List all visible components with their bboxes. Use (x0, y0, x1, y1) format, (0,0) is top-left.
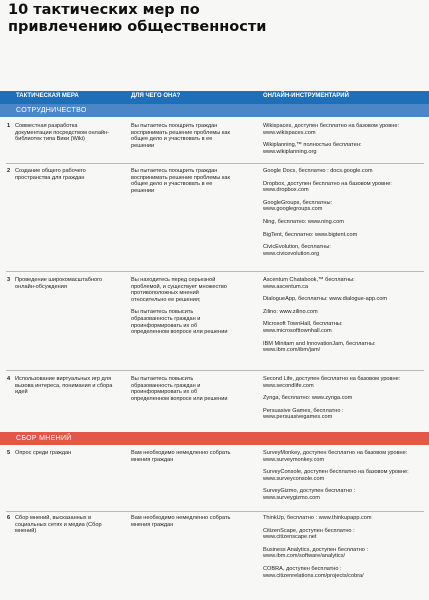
tool-name: Persuasive Games, бесплатно : (263, 407, 344, 414)
tool-link[interactable]: www.microsofttownhall.com (263, 327, 332, 334)
tool-name: Wikiplanning,™ полностью бесплатен: (263, 142, 362, 149)
purpose-text: Вы пытаетесь поощрить граждан воспринимать решение проблемы как общее дело и участвовать в ее решении (131, 168, 230, 194)
tool-link[interactable]: www.citizenrelations.com/projects/cobra/ (263, 572, 364, 579)
page-title: 10 тактических мер по привлечению общественности (8, 2, 267, 35)
tool-name: Second Life, доступен бесплатно на базовом уровне: (263, 376, 401, 382)
tool-link[interactable]: www.googlegroups.com (263, 206, 323, 213)
section-title: СБОР МНЕНИЙ (16, 435, 72, 442)
tool-link[interactable]: www.wikispaces.com (263, 129, 316, 136)
tool-item (263, 142, 423, 155)
purpose-text: Вы находитесь перед серьезной проблемой, и существует множество противоположных мнений относительно ее решения; (131, 277, 227, 303)
tool-item (263, 219, 423, 226)
tool-item (263, 566, 423, 579)
tool-name: SurveyGizmo, доступен бесплатно : (263, 488, 356, 495)
tool-name: Wikispaces, доступен бесплатно на базовом уровне: (263, 123, 400, 129)
tool-name: SurveyMonkey, доступен бесплатно на базовом уровне: www.surveymonkey.com (263, 450, 408, 463)
purpose-text: Вы пытаетесь повысить образованность граждан и проинформировать их об определенном вопросе или решении (131, 376, 228, 402)
tool-link[interactable]: www.ibm.com/software/analytics/ (263, 553, 346, 560)
tool-item (263, 123, 423, 136)
tool-name: CivicEvolution, бесплатны: (263, 244, 331, 251)
tool-link[interactable]: www.dropbox.com (263, 187, 309, 194)
row-tools (263, 450, 423, 508)
tool-item (263, 341, 423, 354)
row-tools (263, 376, 423, 427)
tool-item (263, 200, 423, 213)
tool-link[interactable]: www.civicevolution.org (263, 250, 320, 257)
tool-name: Business Analytics, доступен бесплатно : (263, 546, 369, 553)
purpose-text: Вы пытаетесь повысить образованность граждан и проинформировать их об определенном вопросе или решении (131, 309, 228, 336)
tool-name: Dropbox, доступен бесплатно на базовом уровне: (263, 180, 392, 187)
row-tools (263, 515, 423, 585)
tool-name: COBRA, доступен бесплатно : (263, 565, 342, 572)
row-tools (263, 123, 423, 161)
row-number: 6 (7, 515, 11, 521)
row-measure: Сбор мнений, высказанных в социальных сетях и медиа (Сбор мнений) (15, 515, 102, 535)
purpose-text: Вам необходимо немедленно собрать мнения граждан (131, 450, 231, 463)
section-bar-cooperation (0, 104, 429, 117)
tool-item (263, 488, 423, 501)
tool-link[interactable]: www.ascentum.ca (263, 283, 309, 290)
tool-name: BigTent, бесплатно: www.bigtent.com (263, 231, 358, 238)
tool-name: CitizenScape, доступен бесплатно : (263, 527, 355, 534)
tool-item (263, 181, 423, 194)
row-purpose (131, 123, 233, 155)
tool-name: ThinkUp, бесплатно : www.thinkupapp.com (263, 515, 372, 521)
tool-name: DialogueApp, бесплатны: www.dialogue-app.com (263, 296, 388, 303)
row-purpose (131, 450, 233, 469)
purpose-text: Вы пытаетесь поощрить граждан воспринимать решение проблемы как общее дело и участвовать в ее решении (131, 123, 230, 149)
tool-link[interactable]: www.secondlife.com (263, 382, 314, 389)
tool-item (263, 277, 423, 290)
tool-item (263, 515, 423, 522)
tool-link[interactable]: www.ibm.com/ibm/jam/ (263, 347, 321, 354)
row-measure: Создание общего рабочего пространства для граждан (15, 168, 86, 181)
row-number: 5 (7, 450, 11, 456)
tool-link[interactable]: www.surveygizmo.com (263, 494, 320, 501)
tool-name: Microsoft TownHall, бесплатны: (263, 321, 343, 328)
tool-item (263, 168, 423, 175)
section-bar-opinions (0, 432, 429, 445)
row-tools (263, 168, 423, 263)
tool-item (263, 547, 423, 560)
tool-item (263, 469, 423, 482)
tool-link[interactable]: www.wikiplanning.org (263, 148, 317, 155)
row-divider (6, 271, 424, 272)
header-purpose: ДЛЯ ЧЕГО ОНА? (131, 93, 181, 99)
tool-link[interactable]: www.citizenscape.net (263, 534, 317, 541)
row-measure: Совместная разработка документации посредством онлайн-библиотек типа Вики (Wiki) (15, 123, 110, 143)
row-divider (6, 511, 424, 512)
tool-item (263, 296, 423, 303)
tool-item (263, 528, 423, 541)
row-number: 3 (7, 277, 11, 283)
tool-item (263, 395, 423, 402)
row-number: 2 (7, 168, 11, 174)
tool-name: GoogleGroups, бесплатны: (263, 199, 333, 206)
row-measure: Проведение широкомасштабного онлайн-обсуждения (15, 277, 103, 290)
row-purpose (131, 168, 233, 200)
tool-item (263, 450, 423, 463)
tool-item (263, 376, 423, 389)
tool-name: Zynga, бесплатно: www.zynga.com (263, 395, 353, 402)
tool-item (263, 309, 423, 316)
row-tools (263, 277, 423, 360)
tool-name: SurveyConsole, доступен бесплатно на базовом уровне: www.surveyconsole.com (263, 469, 409, 482)
tool-item (263, 321, 423, 334)
row-purpose (131, 376, 233, 408)
row-measure: Использование виртуальных игр для вызова интереса, понимания и сбора идей (15, 376, 113, 396)
row-purpose (131, 277, 233, 342)
row-divider (6, 163, 424, 164)
tool-name: Ning, бесплатно: www.ning.com (263, 218, 344, 225)
tool-name: Google Docs, бесплатно : docs.google.com (263, 168, 373, 174)
row-number: 1 (7, 123, 11, 129)
purpose-text: Вам необходимо немедленно собрать мнения граждан (131, 515, 231, 528)
tool-item (263, 232, 423, 239)
tool-link[interactable]: www.persuasivegames.com (263, 414, 333, 421)
tool-name: Ascentum Chatabook,™ бесплатны: (263, 277, 355, 283)
row-divider (6, 370, 424, 371)
tool-name: IBM Minitam and InnovationJam, бесплатны: (263, 340, 376, 347)
tool-name: Zilino: www.zilino.com (263, 308, 318, 315)
row-number: 4 (7, 376, 11, 382)
row-measure: Опрос среди граждан (15, 450, 72, 456)
tool-item (263, 244, 423, 257)
section-title: СОТРУДНИЧЕСТВО (16, 107, 87, 114)
tool-item (263, 408, 423, 421)
header-tools: ОНЛАЙН-ИНСТРУМЕНТАРИЙ (263, 93, 349, 99)
row-purpose (131, 515, 233, 534)
header-measure: ТАКТИЧЕСКАЯ МЕРА (16, 93, 79, 99)
